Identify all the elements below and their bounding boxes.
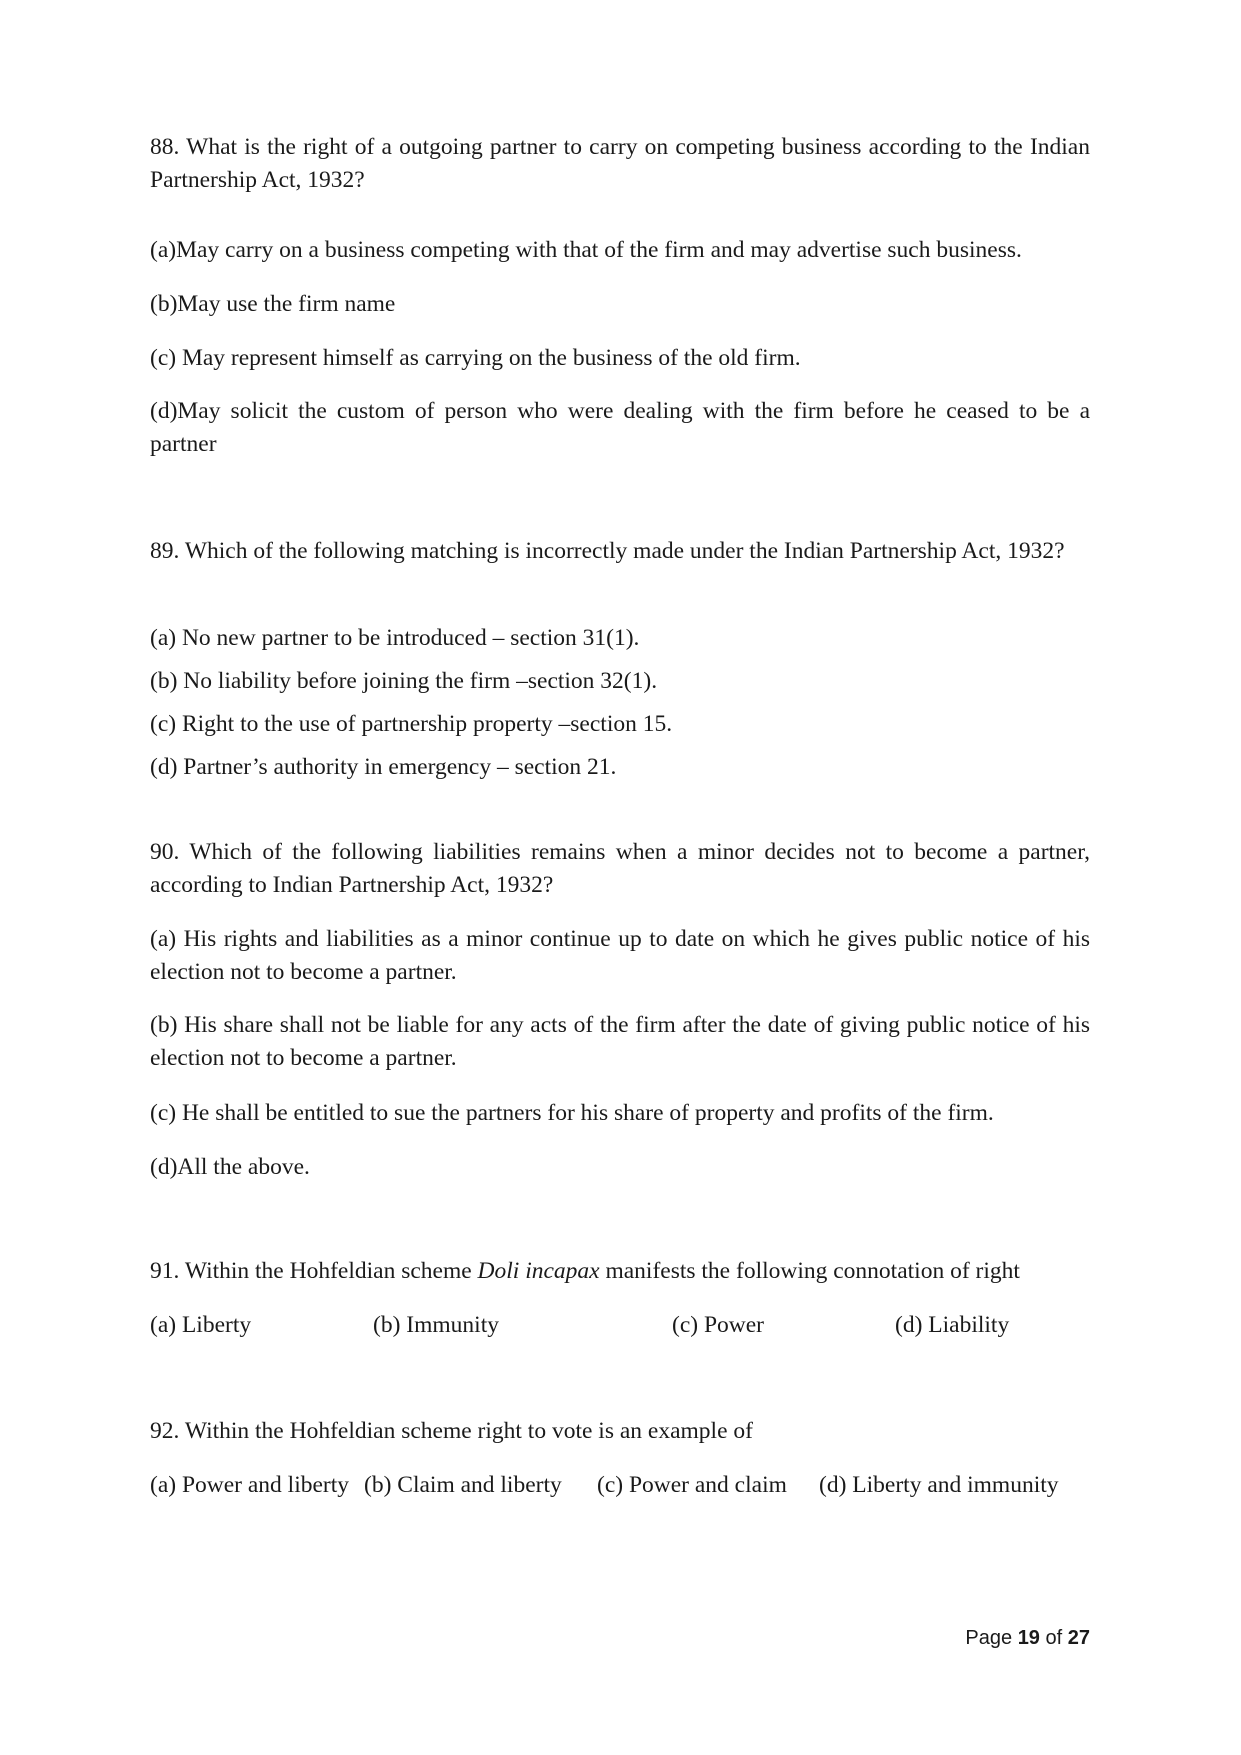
question-90-stem: 90. Which of the following liabilities remains when a minor decides not to become a partner, according to Indian Partnership Act, 1932? bbox=[150, 839, 1090, 898]
footer-current-page: 19 bbox=[1017, 1627, 1040, 1649]
question-91-option-b: (b) Immunity bbox=[373, 1312, 499, 1338]
question-91-option-c: (c) Power bbox=[672, 1312, 765, 1338]
question-88-option-a: (a)May carry on a business competing with that of the firm and may advertise such business. bbox=[150, 237, 1022, 263]
question-92-stem: 92. Within the Hohfeldian scheme right to vote is an example of bbox=[150, 1418, 753, 1444]
question-92-option-c: (c) Power and claim bbox=[597, 1472, 787, 1498]
question-92-option-d: (d) Liberty and immunity bbox=[819, 1472, 1059, 1498]
question-89-option-b: (b) No liability before joining the firm –section 32(1). bbox=[150, 668, 658, 694]
question-91-option-d: (d) Liability bbox=[895, 1312, 1010, 1338]
question-90-option-d: (d)All the above. bbox=[150, 1154, 310, 1180]
question-88-option-c: (c) May represent himself as carrying on the business of the old firm. bbox=[150, 345, 801, 371]
question-90-option-b: (b) His share shall not be liable for any acts of the firm after the date of giving public notice of his election not to become a partner. bbox=[150, 1012, 1090, 1071]
question-92-options bbox=[150, 1469, 1090, 1502]
footer-of-word: of bbox=[1045, 1627, 1063, 1649]
question-89-option-a: (a) No new partner to be introduced – section 31(1). bbox=[150, 625, 640, 651]
question-92-option-a: (a) Power and liberty bbox=[150, 1472, 350, 1498]
question-92-option-b: (b) Claim and liberty bbox=[364, 1472, 562, 1498]
question-89-option-c: (c) Right to the use of partnership property –section 15. bbox=[150, 711, 673, 737]
page-number-footer bbox=[965, 1625, 1090, 1651]
question-91-stem-start: 91. Within the Hohfeldian scheme bbox=[150, 1258, 478, 1284]
question-91-stem-italic-term: Doli incapax bbox=[477, 1258, 600, 1284]
question-88-stem: 88. What is the right of a outgoing partner to carry on competing business according to the Indian Partnership Act, 1932? bbox=[150, 134, 1090, 193]
footer-page-word: Page bbox=[965, 1627, 1013, 1649]
question-89-stem: 89. Which of the following matching is incorrectly made under the Indian Partnership Act, 1932? bbox=[150, 538, 1065, 564]
question-88-option-d: (d)May solicit the custom of person who were dealing with the firm before he ceased to be a partner bbox=[150, 398, 1090, 457]
question-90-option-c: (c) He shall be entitled to sue the partners for his share of property and profits of the firm. bbox=[150, 1100, 994, 1126]
question-90-option-a: (a) His rights and liabilities as a minor continue up to date on which he gives public notice of his election not to become a partner. bbox=[150, 926, 1090, 985]
question-91-option-a: (a) Liberty bbox=[150, 1312, 252, 1338]
question-91-stem-end: manifests the following connotation of right bbox=[599, 1258, 1020, 1284]
question-88-option-b: (b)May use the firm name bbox=[150, 291, 396, 317]
footer-total-pages: 27 bbox=[1067, 1627, 1090, 1649]
question-89-option-d: (d) Partner’s authority in emergency – section 21. bbox=[150, 754, 617, 780]
question-91-stem bbox=[150, 1255, 1090, 1288]
question-91-options bbox=[150, 1309, 1090, 1342]
